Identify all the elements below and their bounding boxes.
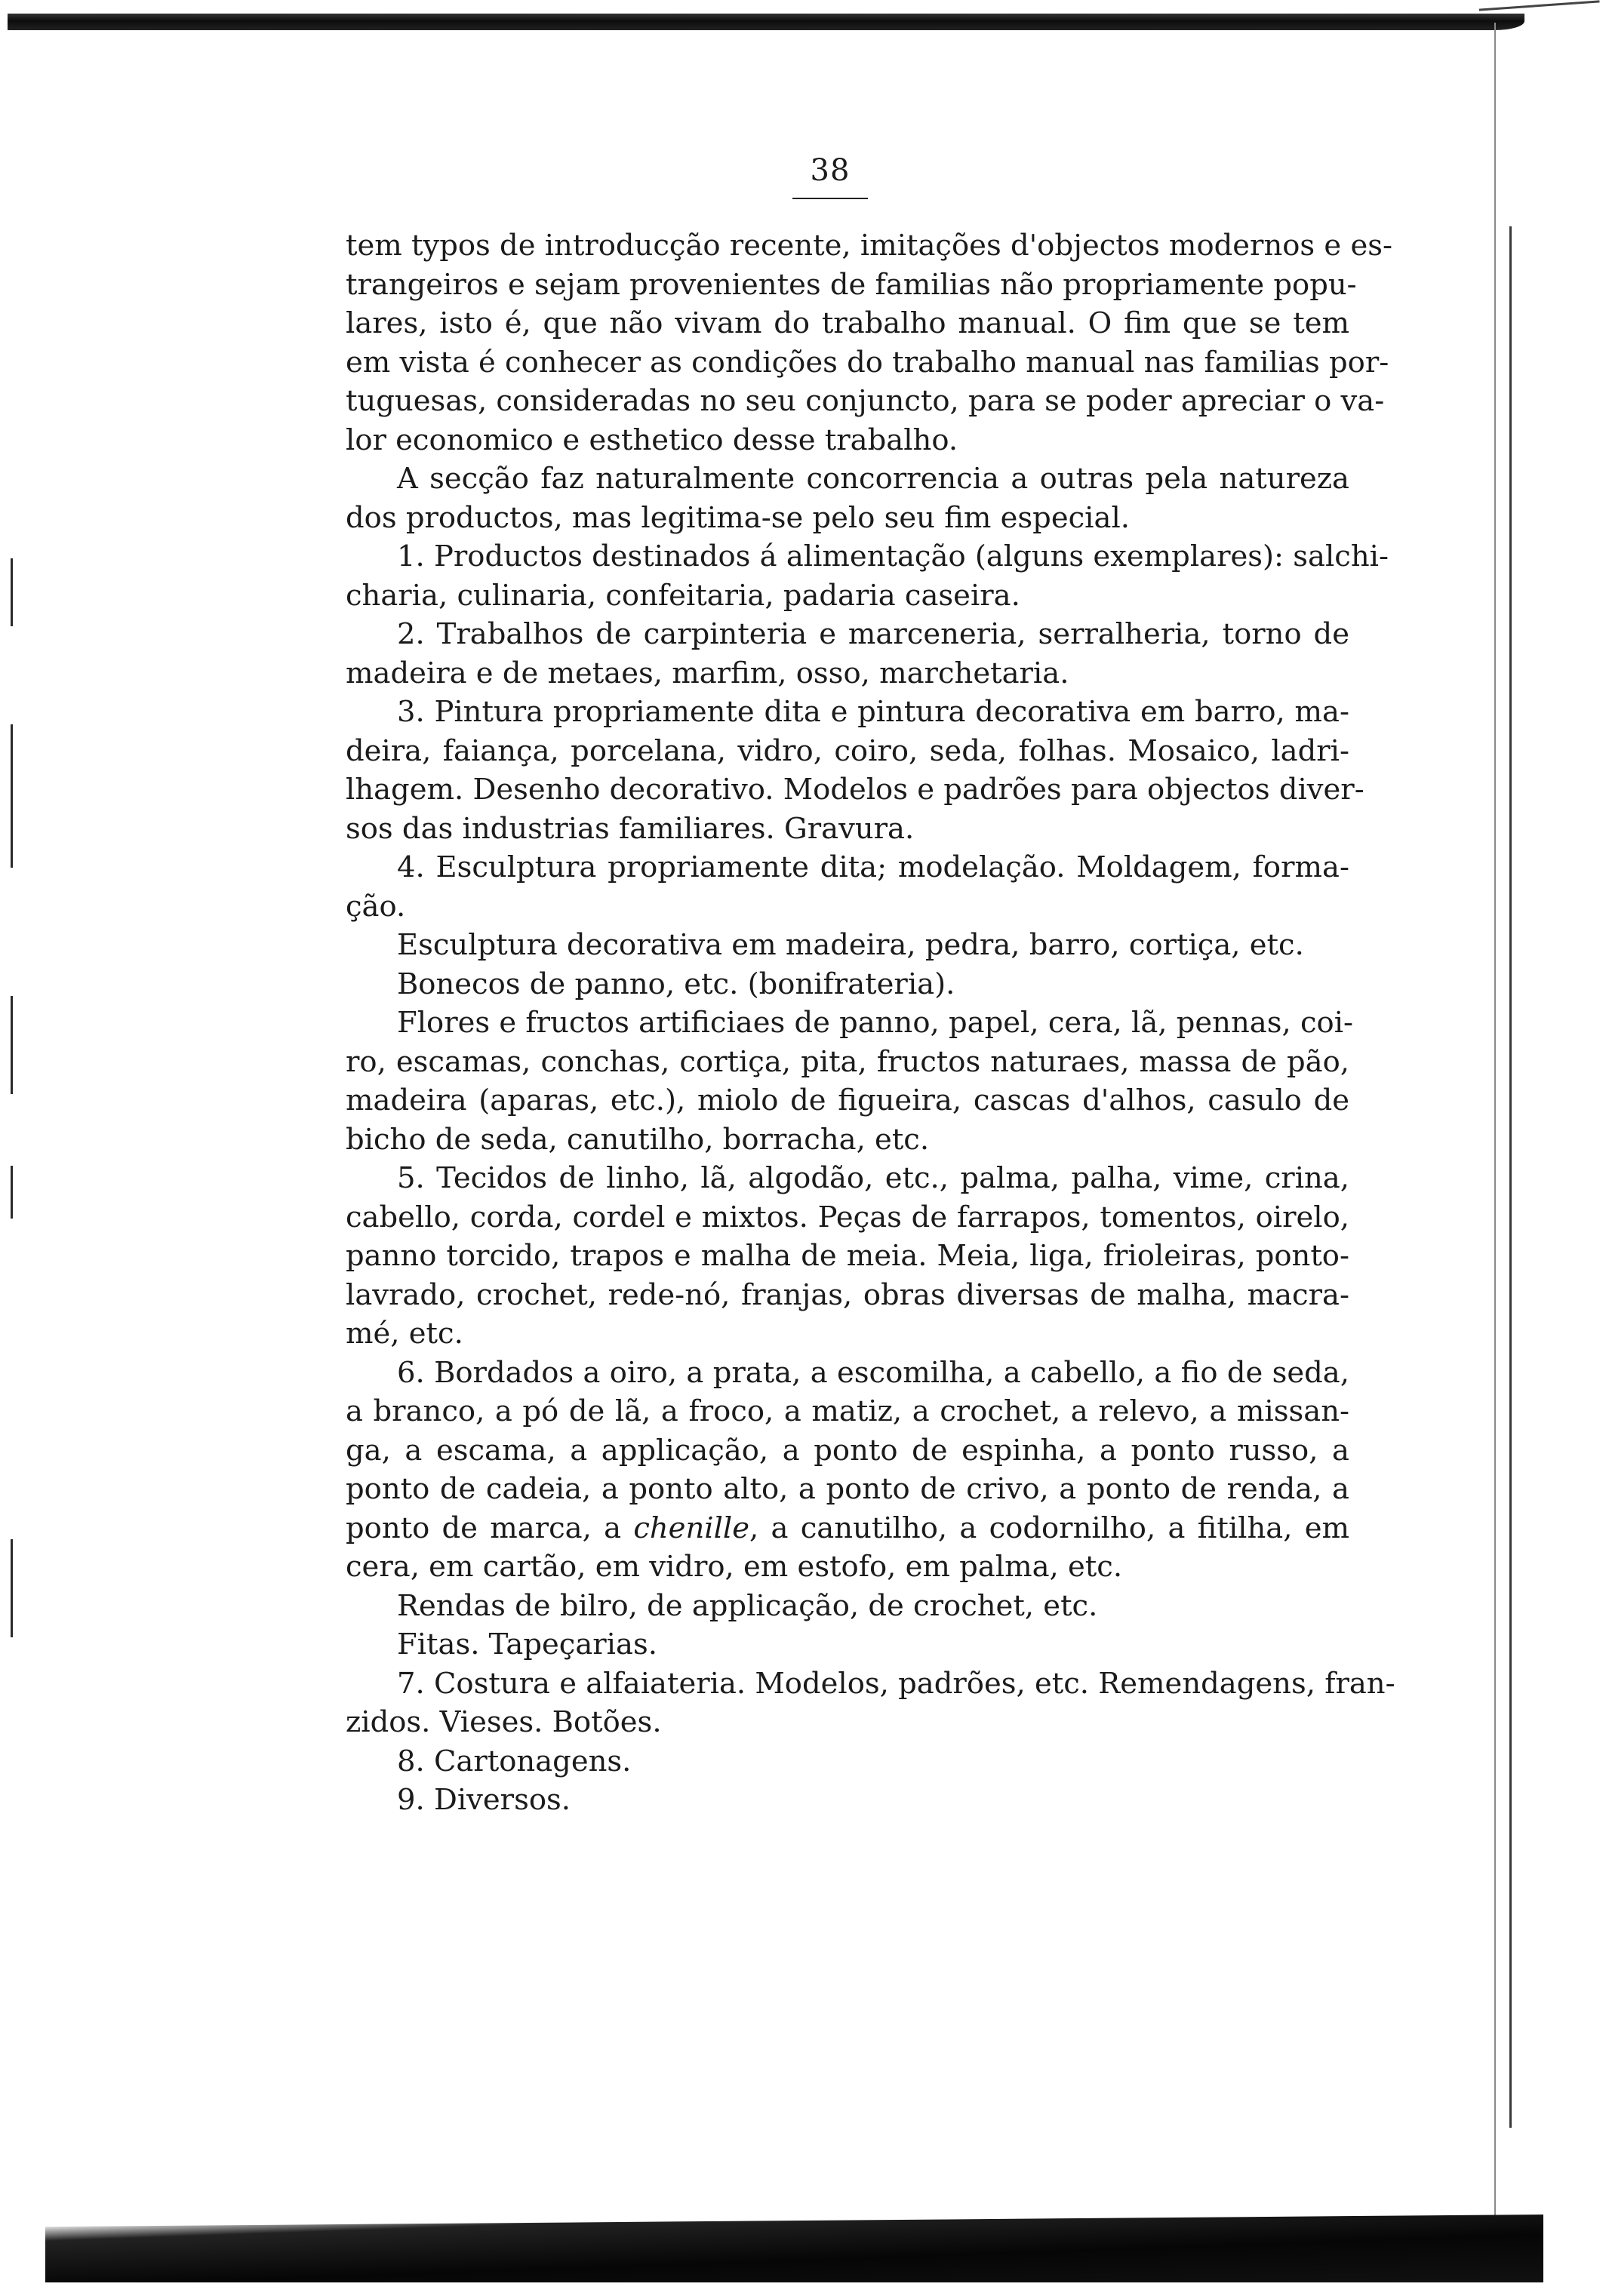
scan-edge-right xyxy=(1494,23,1496,2226)
text-line: 6. Bordados a oiro, a prata, a escomilha, a cabello, a fio de seda, xyxy=(397,1355,1349,1390)
list-item-6-fitas xyxy=(346,1625,1349,1664)
scan-edge-top-tail xyxy=(1479,0,1601,18)
list-item-1 xyxy=(346,537,1389,615)
scan-edge-top xyxy=(8,14,1524,30)
list-item-3 xyxy=(346,693,1364,848)
scan-mark-left xyxy=(11,724,13,868)
text-line: 4. Esculptura propriamente dita; modelação. Moldagem, forma- xyxy=(397,850,1349,884)
list-item-4-bonecos xyxy=(346,965,1349,1004)
list-item-7 xyxy=(346,1664,1395,1742)
text-line: ga, a escama, a applicação, a ponto de espinha, a ponto russo, a xyxy=(346,1433,1349,1468)
text-line: tuguesas, consideradas no seu conjuncto, para se poder apreciar o va- xyxy=(346,384,1385,418)
text-line: 9. Diversos. xyxy=(397,1783,571,1817)
text-line: a branco, a pó de lã, a froco, a matiz, a crochet, a relevo, a missan- xyxy=(346,1394,1349,1428)
body-text xyxy=(346,226,1395,1820)
paragraph-intro xyxy=(346,226,1392,460)
text-line: tem typos de introducção recente, imitações d'objectos modernos e es- xyxy=(346,229,1392,263)
text-line: ponto de marca, a chenille, a canutilho, a codornilho, a fitilha, em xyxy=(346,1511,1350,1545)
text-line: Esculptura decorativa em madeira, pedra, barro, cortiça, etc. xyxy=(397,928,1304,962)
list-item-8 xyxy=(346,1742,1349,1781)
text-line: mé, etc. xyxy=(346,1317,463,1351)
text-line: lor economico e esthetico desse trabalho. xyxy=(346,423,958,457)
list-item-6 xyxy=(346,1354,1349,1587)
text-line: dos productos, mas legitima-se pelo seu fim especial. xyxy=(346,500,1130,535)
page-number-rule xyxy=(792,198,868,199)
text-line: sos das industrias familiares. Gravura. xyxy=(346,811,915,846)
text-line: Fitas. Tapeçarias. xyxy=(397,1627,657,1661)
text-line: cera, em cartão, em vidro, em estofo, em palma, etc. xyxy=(346,1550,1123,1584)
italic-word: chenille xyxy=(633,1511,749,1545)
list-item-4-esculptura xyxy=(346,926,1349,965)
text-line: 2. Trabalhos de carpinteria e marceneria, serralheria, torno de xyxy=(397,617,1349,651)
text-line: 1. Productos destinados á alimentação (alguns exemplares): salchi- xyxy=(397,539,1389,573)
text-line: A secção faz naturalmente concorrencia a outras pela natureza xyxy=(397,462,1349,496)
list-item-6-rendas xyxy=(346,1587,1349,1626)
scan-mark-left xyxy=(11,558,13,626)
scan-mark-left xyxy=(11,1539,13,1637)
list-item-5 xyxy=(346,1159,1349,1354)
text-line: bicho de seda, canutilho, borracha, etc. xyxy=(346,1122,930,1157)
text-line: lavrado, crochet, rede-nó, franjas, obras diversas de malha, macra- xyxy=(346,1277,1349,1312)
text-line: Bonecos de panno, etc. (bonifrateria). xyxy=(397,967,955,1001)
text-line: ção. xyxy=(346,889,406,924)
text-line: madeira (aparas, etc.), miolo de figueira, cascas d'alhos, casulo de xyxy=(346,1083,1349,1117)
text-line: cabello, corda, cordel e mixtos. Peças de farrapos, tomentos, oirelo, xyxy=(346,1200,1349,1234)
text-line: zidos. Vieses. Botões. xyxy=(346,1705,662,1739)
text-line: 7. Costura e alfaiateria. Modelos, padrões, etc. Remendagens, fran- xyxy=(397,1666,1395,1701)
text-line: Rendas de bilro, de applicação, de crochet, etc. xyxy=(397,1588,1098,1623)
text-line: ro, escamas, conchas, cortiça, pita, fructos naturaes, massa de pão, xyxy=(346,1044,1349,1079)
scan-mark-left xyxy=(11,1166,13,1219)
text-line: 5. Tecidos de linho, lã, algodão, etc., palma, palha, vime, crina, xyxy=(397,1161,1349,1195)
text-line: madeira e de metaes, marfim, osso, marchetaria. xyxy=(346,656,1069,690)
text-line: deira, faiança, porcelana, vidro, coiro, seda, folhas. Mosaico, ladri- xyxy=(346,733,1349,768)
page-number: 38 xyxy=(810,153,851,188)
paragraph-seccao xyxy=(346,460,1349,537)
text-line: 3. Pintura propriamente dita e pintura decorativa em barro, ma- xyxy=(397,695,1349,729)
scan-mark-left xyxy=(11,996,13,1094)
text-line: panno torcido, trapos e malha de meia. Meia, liga, frioleiras, ponto- xyxy=(346,1239,1349,1273)
text-line: em vista é conhecer as condições do trabalho manual nas familias por- xyxy=(346,345,1389,380)
text-line: ponto de cadeia, a ponto alto, a ponto de crivo, a ponto de renda, a xyxy=(346,1472,1349,1506)
list-item-9 xyxy=(346,1781,1349,1820)
scan-edge-bottom xyxy=(45,2215,1543,2282)
scan-edge-right-shadow xyxy=(1509,226,1512,2128)
text-line: 8. Cartonagens. xyxy=(397,1744,632,1778)
text-line: charia, culinaria, confeitaria, padaria caseira. xyxy=(346,578,1020,613)
text-line: lares, isto é, que não vivam do trabalho manual. O fim que se tem xyxy=(346,306,1349,340)
list-item-2 xyxy=(346,615,1349,693)
text-line: lhagem. Desenho decorativo. Modelos e padrões para objectos diver- xyxy=(346,773,1364,807)
list-item-4-flores xyxy=(346,1004,1354,1159)
text-line: Flores e fructos artificiaes de panno, papel, cera, lã, pennas, coi- xyxy=(397,1006,1354,1040)
text-line: trangeiros e sejam provenientes de familias não propriamente popu- xyxy=(346,267,1357,302)
list-item-4 xyxy=(346,848,1349,926)
